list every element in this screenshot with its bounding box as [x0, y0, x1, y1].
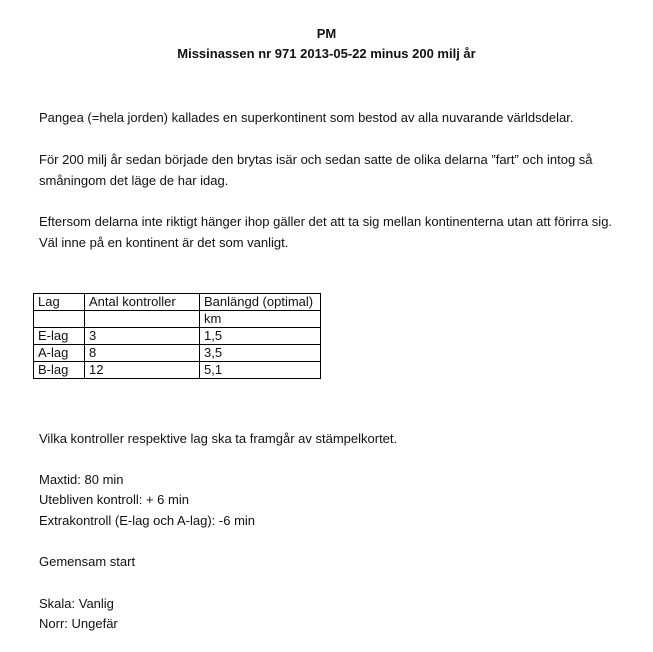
- document-subtitle: Missinassen nr 971 2013-05-22 minus 200 milj år: [177, 46, 476, 61]
- table-cell: 3: [85, 328, 200, 345]
- map-north: Norr: Ungefär: [39, 616, 118, 631]
- paragraph-breakup-line1: För 200 milj år sedan började den brytas isär och sedan satte de olika delarna ”fart” och intog så: [39, 152, 593, 167]
- header-cell-length: Banlängd (optimal): [200, 294, 321, 311]
- paragraph-breakup-line2: småningom det läge de har idag.: [39, 173, 229, 188]
- table-unit-row: [34, 311, 321, 328]
- map-scale: Skala: Vanlig: [39, 596, 114, 611]
- table-row: [34, 345, 321, 362]
- table-cell: 3,5: [200, 345, 321, 362]
- table-cell: 5,1: [200, 362, 321, 379]
- unit-cell-km: km: [200, 311, 321, 328]
- unit-cell: [85, 311, 200, 328]
- missed-control-penalty: Utebliven kontroll: + 6 min: [39, 492, 189, 507]
- paragraph-pangea: Pangea (=hela jorden) kallades en superkontinent som bestod av alla nuvarande världsdelar.: [39, 110, 574, 125]
- header-cell-controls: Antal kontroller: [85, 294, 200, 311]
- unit-cell: [34, 311, 85, 328]
- controls-note: Vilka kontroller respektive lag ska ta framgår av stämpelkortet.: [39, 431, 398, 446]
- paragraph-continents-line1: Eftersom delarna inte riktigt hänger ihop gäller det att ta sig mellan kontinenterna utan att förirra sig.: [39, 214, 613, 229]
- extra-control-bonus: Extrakontroll (E-lag och A-lag): -6 min: [39, 513, 256, 528]
- course-table: [33, 293, 321, 379]
- table-row: [34, 328, 321, 345]
- table-cell: 8: [85, 345, 200, 362]
- common-start: Gemensam start: [39, 554, 136, 569]
- table-row: [34, 362, 321, 379]
- paragraph-continents-line2: Väl inne på en kontinent är det som vanligt.: [39, 235, 289, 250]
- table-header-row: [34, 294, 321, 311]
- document-title: PM: [316, 26, 337, 41]
- table-cell: E-lag: [34, 328, 85, 345]
- table-cell: 1,5: [200, 328, 321, 345]
- table-cell: A-lag: [34, 345, 85, 362]
- header-cell-lag: Lag: [34, 294, 85, 311]
- max-time: Maxtid: 80 min: [39, 472, 124, 487]
- table-cell: B-lag: [34, 362, 85, 379]
- table-cell: 12: [85, 362, 200, 379]
